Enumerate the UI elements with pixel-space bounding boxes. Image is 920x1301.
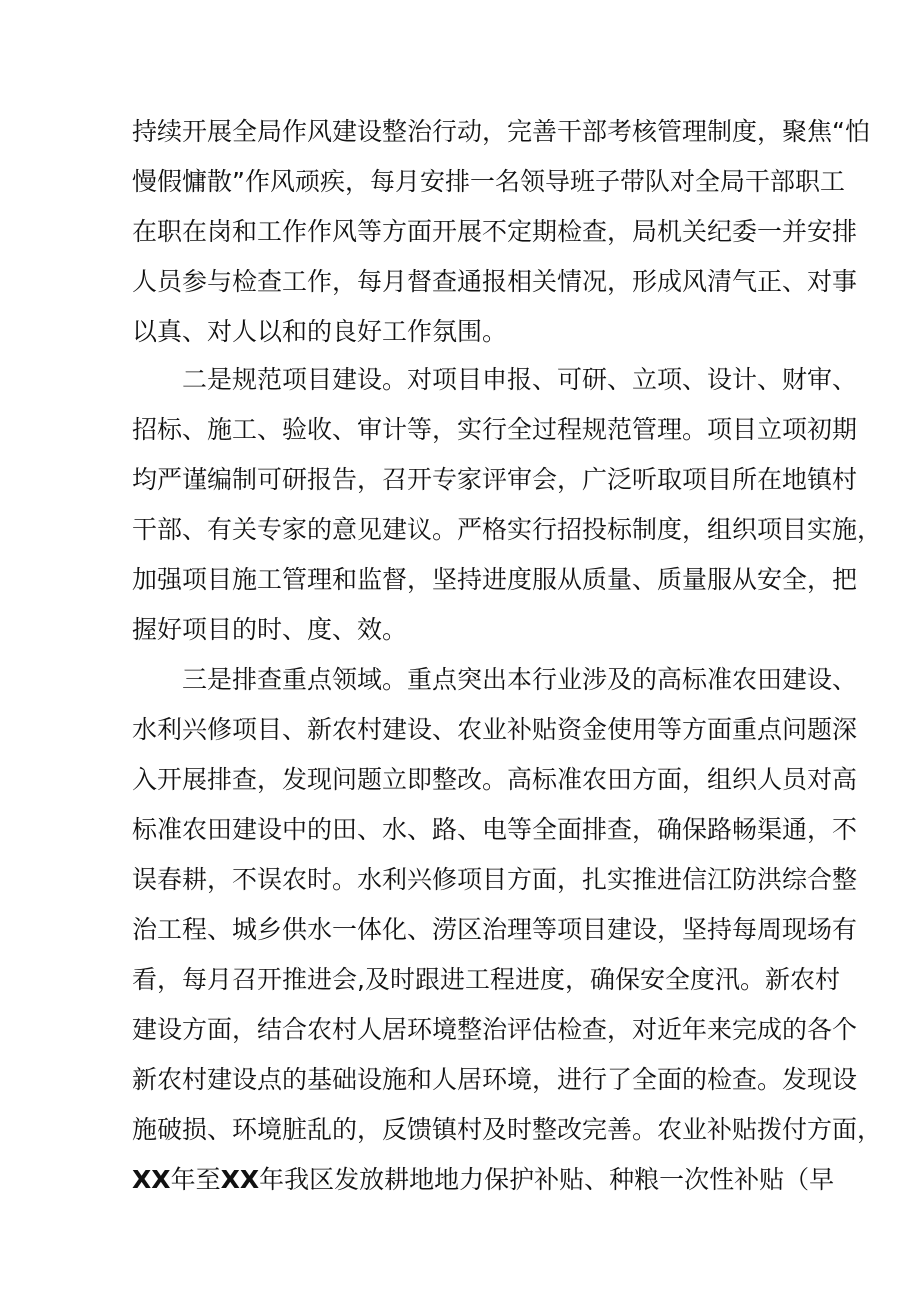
text-line: 建设方面，结合农村人居环境整治评估检查，对近年来完成的各个 — [132, 1015, 858, 1044]
text-line: 慢假慵散”作风顽疾，每月安排一名领导班子带队对全局干部职工 — [132, 167, 845, 196]
text-line: 标准农田建设中的田、水、路、电等全面排查，确保路畅渠通，不 — [132, 815, 858, 844]
text-line: 持续开展全局作风建设整治行动，完善干部考核管理制度，聚焦“怕 — [132, 117, 870, 146]
text-line: 干部、有关专家的意见建议。严格实行招投标制度，组织项目实施， — [132, 515, 883, 544]
text-line: 在职在岗和工作作风等方面开展不定期检查，局机关纪委一并安排 — [132, 217, 858, 246]
text-line: 二是规范项目建设。对项目申报、可研、立项、设计、财审、 — [182, 365, 858, 394]
text-line: 均严谨编制可研报告，召开专家评审会，广泛听取项目所在地镇村 — [132, 465, 858, 494]
text-line: 新农村建设点的基础设施和人居环境，进行了全面的检查。发现设 — [132, 1065, 858, 1094]
text-line: 看，每月召开推进会,及时跟进工程进度，确保安全度汛。新农村 — [132, 965, 840, 994]
text-line: 招标、施工、验收、审计等，实行全过程规范管理。项目立项初期 — [132, 415, 858, 444]
text-line: 入开展排查，发现问题立即整改。高标准农田方面，组织人员对高 — [132, 765, 858, 794]
text-line: 人员参与检查工作，每月督查通报相关情况，形成风清气正、对事 — [132, 267, 858, 296]
text-line — [132, 1160, 835, 1200]
year-placeholder: XX — [220, 1165, 260, 1194]
text-line: 施破损、环境脏乱的，反馈镇村及时整改完善。农业补贴拨付方面， — [132, 1115, 883, 1144]
text-line: 治工程、城乡供水一体化、涝区治理等项目建设，坚持每周现场有 — [132, 915, 858, 944]
text-fragment: 年我区发放耕地地力保护补贴、种粮一次性补贴（早 — [259, 1165, 835, 1194]
text-line: 握好项目的时、度、效。 — [132, 615, 408, 644]
text-line: 三是排查重点领域。重点突出本行业涉及的高标准农田建设、 — [182, 665, 858, 694]
year-placeholder: XX — [132, 1165, 171, 1194]
text-line: 以真、对人以和的良好工作氛围。 — [132, 317, 508, 346]
text-line: 误春耕，不误农时。水利兴修项目方面，扎实推进信江防洪综合整 — [132, 865, 858, 894]
text-line: 水利兴修项目、新农村建设、农业补贴资金使用等方面重点问题深 — [132, 715, 858, 744]
text-line: 加强项目施工管理和监督，坚持进度服从质量、质量服从安全，把 — [132, 565, 858, 594]
text-fragment: 年至 — [170, 1165, 221, 1194]
